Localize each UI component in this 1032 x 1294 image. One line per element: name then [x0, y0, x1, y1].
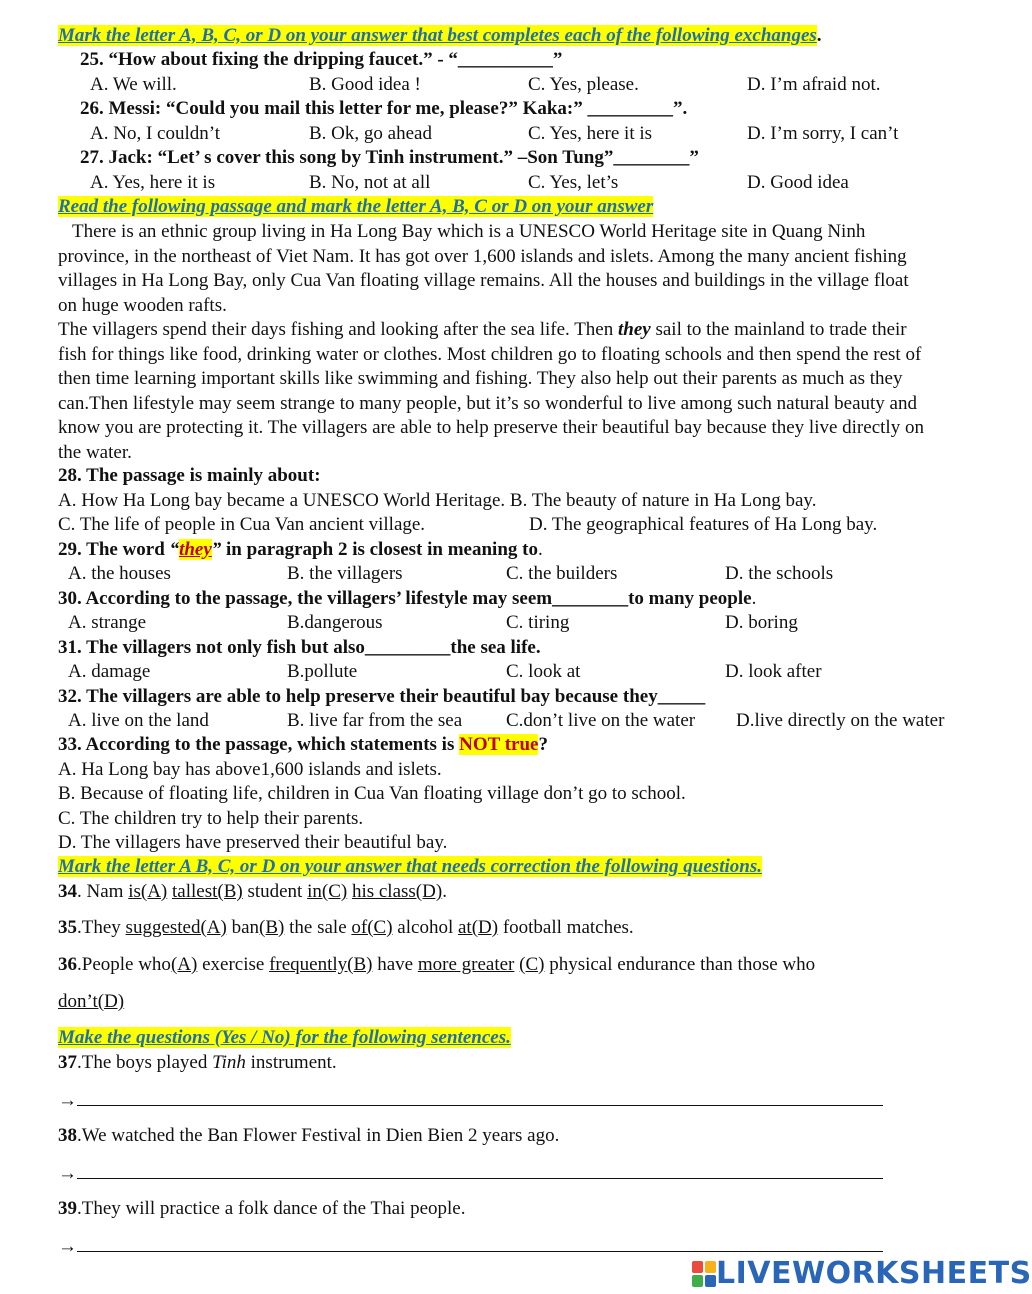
q30-question: 30. According to the passage, the villagers’ lifestyle may seem________to many people.	[58, 588, 757, 609]
q37-sentence: 37.The boys played Tinh instrument.	[58, 1052, 337, 1073]
q29-option-c[interactable]: C. the builders	[506, 563, 618, 584]
q34-part-b[interactable]: tallest(B)	[172, 881, 243, 902]
q26-option-c[interactable]: C. Yes, here it is	[528, 123, 653, 144]
section3-instruction: Mark the letter A B, C, or D on your answer that needs correction the following questions.	[58, 856, 762, 877]
q37-answer-input[interactable]	[77, 1087, 883, 1106]
q36-part-d[interactable]: don’t(D)	[58, 991, 125, 1012]
q28-option-d[interactable]: D. The geographical features of Ha Long bay.	[529, 514, 878, 535]
liveworksheets-logo	[692, 1256, 1032, 1291]
q34-part-c[interactable]: in(C)	[307, 881, 348, 902]
q30-option-d[interactable]: D. boring	[725, 612, 798, 633]
q25-option-a[interactable]: A. We will.	[90, 74, 177, 95]
q25-option-d[interactable]: D. I’m afraid not.	[747, 74, 881, 95]
q26-option-b[interactable]: B. Ok, go ahead	[309, 123, 432, 144]
q30-option-c[interactable]: C. tiring	[506, 612, 570, 633]
q31-option-d[interactable]: D. look after	[725, 661, 822, 682]
q29-option-b[interactable]: B. the villagers	[287, 563, 403, 584]
q37-answer-line[interactable]	[58, 1087, 883, 1113]
q29-highlighted-word: they	[179, 539, 212, 560]
passage-paragraph-1: There is an ethnic group living in Ha Long Bay which is a UNESCO World Heritage site in Quang Ninh province, in the northeast of Viet Nam. It has got over 1,600 islands and islets. Among the many ancient fishing villages in Ha Long Bay, only Cua Van floating village remains. All the houses and buildings in the village float on huge wooden rafts.	[58, 221, 909, 316]
q34-part-d[interactable]: his class(D)	[351, 881, 443, 902]
section2-instruction: Read the following passage and mark the letter A, B, C or D on your answer	[58, 196, 654, 217]
q33-option-c[interactable]: C. The children try to help their parents.	[58, 808, 364, 829]
section1-instruction: Mark the letter A, B, C, or D on your answer that best completes each of the following exchanges.	[58, 25, 822, 46]
q33-option-b[interactable]: B. Because of floating life, children in Cua Van floating village don’t go to school.	[58, 783, 686, 804]
q26-question: 26. Messi: “Could you mail this letter for me, please?” Kaka:” _________”.	[80, 98, 688, 119]
q32-question: 32. The villagers are able to help preserve their beautiful bay because they_____	[58, 686, 706, 707]
q32-option-c[interactable]: C.don’t live on the water	[506, 710, 696, 731]
q38-answer-line[interactable]	[58, 1160, 883, 1186]
q35-part-a[interactable]: suggested(A)	[125, 917, 227, 938]
q36-part-c[interactable]: (C)	[519, 954, 545, 975]
passage-they-word: they	[618, 319, 651, 340]
q30-option-b[interactable]: B.dangerous	[287, 612, 383, 633]
q28-question: 28. The passage is mainly about:	[58, 465, 321, 486]
q36-part-b[interactable]: frequently(B)	[269, 954, 373, 975]
q35-part-c[interactable]: of(C)	[351, 917, 393, 938]
q33-option-d[interactable]: D. The villagers have preserved their beautiful bay.	[58, 832, 448, 853]
q29-question: 29. The word “they” in paragraph 2 is closest in meaning to.	[58, 539, 543, 560]
q32-option-d[interactable]: D.live directly on the water	[736, 710, 945, 731]
q31-option-b[interactable]: B.pollute	[287, 661, 358, 682]
q39-answer-input[interactable]	[77, 1233, 883, 1252]
q28-option-c[interactable]: C. The life of people in Cua Van ancient village.	[58, 514, 426, 535]
q25-option-b[interactable]: B. Good idea !	[309, 74, 421, 95]
q29-option-a[interactable]: A. the houses	[68, 563, 171, 584]
q25-option-c[interactable]: C. Yes, please.	[528, 74, 639, 95]
q28-option-ab[interactable]: A. How Ha Long bay became a UNESCO World Heritage. B. The beauty of nature in Ha Long bay.	[58, 490, 817, 511]
q27-question: 27. Jack: “Let’ s cover this song by Tinh instrument.” –Son Tung”________”	[80, 147, 699, 168]
arrow-icon: →	[58, 1090, 77, 1111]
q31-question: 31. The villagers not only fish but also_________the sea life.	[58, 637, 541, 658]
q34-part-a[interactable]: is(A)	[128, 881, 168, 902]
q27-option-b[interactable]: B. No, not at all	[309, 172, 431, 193]
q27-option-c[interactable]: C. Yes, let’s	[528, 172, 619, 193]
q36-sentence: 36.People who(A) exercise frequently(B) have more greater (C) physical endurance than those who	[58, 954, 816, 975]
q25-question: 25. “How about fixing the dripping faucet.” - “__________”	[80, 49, 563, 70]
q35-part-b[interactable]: (B)	[259, 917, 285, 938]
q30-option-a[interactable]: A. strange	[68, 612, 147, 633]
arrow-icon: →	[58, 1236, 77, 1257]
q31-option-a[interactable]: A. damage	[68, 661, 151, 682]
passage-paragraph-2: The villagers spend their days fishing and looking after the sea life. Then they sail to the mainland to trade their fish for things like food, drinking water or clothes. Most children go to floating schools and then spend the rest of then time learning important skills like swimming and fishing. They also help out their parents as much as they can.Then lifestyle may seem strange to many people, but it’s so wonderful to live among such natural beauty and know you are protecting it. The villagers are able to help preserve their beautiful bay because they live directly on the water.	[58, 319, 924, 463]
q32-option-b[interactable]: B. live far from the sea	[287, 710, 463, 731]
q36-continuation	[58, 990, 124, 1014]
q31-option-c[interactable]: C. look at	[506, 661, 581, 682]
q34-sentence: 34. Nam is(A) tallest(B) student in(C) his class(D).	[58, 881, 447, 902]
q35-part-d[interactable]: at(D)	[457, 917, 499, 938]
section4-instruction: Make the questions (Yes / No) for the following sentences.	[58, 1027, 511, 1048]
liveworksheets-logo-text: LIVEWORKSHEETS	[716, 1256, 1032, 1291]
q36-part-c-words[interactable]: more greater	[417, 954, 515, 975]
not-true-highlight: NOT true	[459, 734, 539, 755]
q27-option-a[interactable]: A. Yes, here it is	[90, 172, 216, 193]
q39-sentence: 39.They will practice a folk dance of the Thai people.	[58, 1198, 466, 1219]
q33-question: 33. According to the passage, which statements is NOT true?	[58, 734, 548, 755]
q36-part-a[interactable]: (A)	[170, 954, 198, 975]
q29-option-d[interactable]: D. the schools	[725, 563, 834, 584]
q33-option-a[interactable]: A. Ha Long bay has above1,600 islands and islets.	[58, 759, 442, 780]
q26-option-d[interactable]: D. I’m sorry, I can’t	[747, 123, 899, 144]
q32-option-a[interactable]: A. live on the land	[68, 710, 209, 731]
q27-option-d[interactable]: D. Good idea	[747, 172, 849, 193]
arrow-icon: →	[58, 1163, 77, 1184]
q38-sentence: 38.We watched the Ban Flower Festival in Dien Bien 2 years ago.	[58, 1125, 560, 1146]
q38-answer-input[interactable]	[77, 1160, 883, 1179]
liveworksheets-logo-icon	[692, 1261, 716, 1287]
q26-option-a[interactable]: A. No, I couldn’t	[90, 123, 220, 144]
q35-sentence: 35.They suggested(A) ban(B) the sale of(C) alcohol at(D) football matches.	[58, 917, 634, 938]
